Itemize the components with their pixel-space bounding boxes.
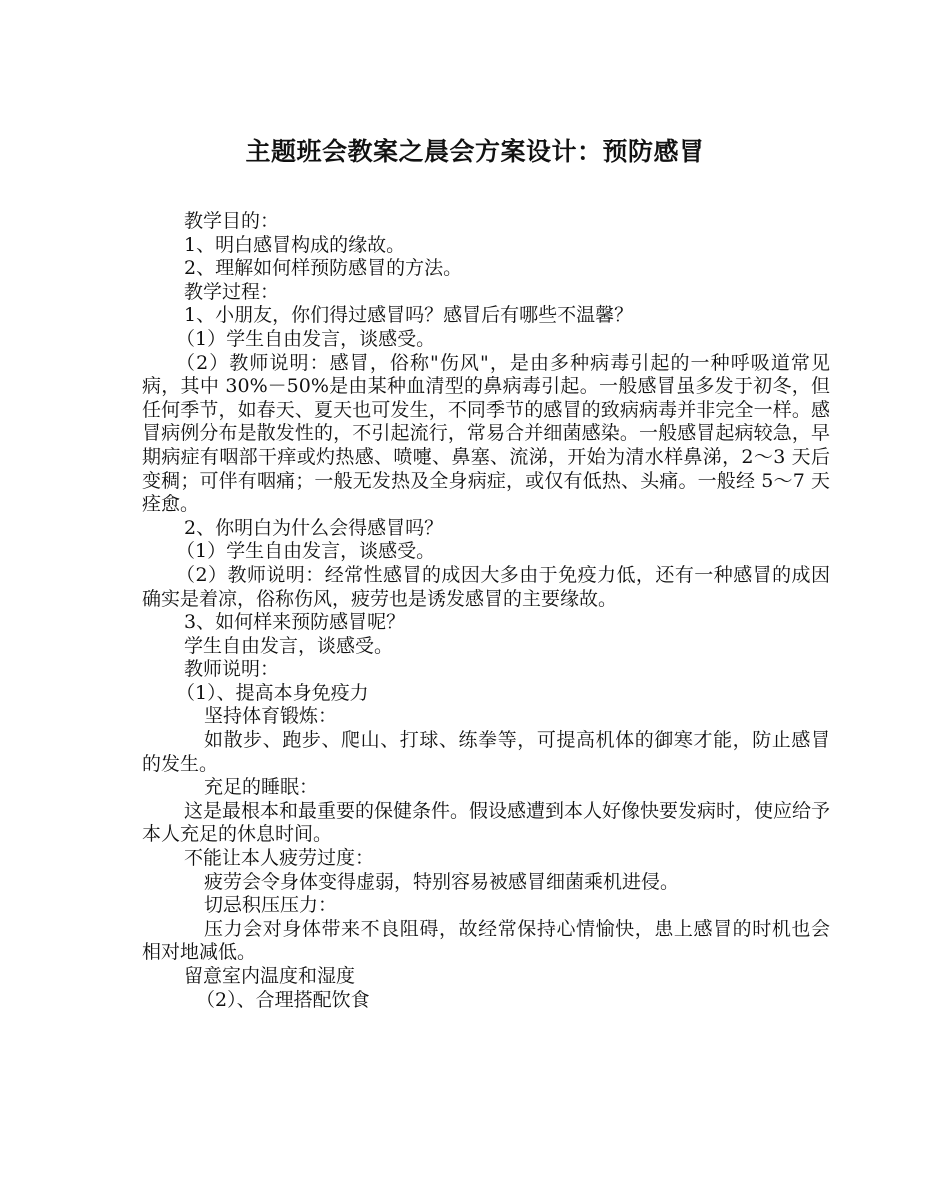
paragraph-goal-1: 1、明白感冒构成的缘故。	[184, 233, 406, 256]
document-title: 主题班会教案之晨会方案设计：预防感冒	[245, 137, 705, 166]
paragraph-exercise-text: 如散步、跑步、爬山、打球、练拳等，可提高机体的御寒才能，防止感冒的发生。	[142, 729, 830, 775]
paragraph-step-1-teacher: （2）教师说明：感冒，俗称"伤风"，是由多种病毒引起的一种呼吸道常见病，其中 30%－50%是由某种血清型的鼻病毒引起。一般感冒虽多发于初冬，但任何季节，如春天、夏天也可发生，不同季节的感冒的致病病毒并非完全一样。感冒病例分布是散发性的，不引起流行，常易合并细菌感染。一般感冒起病较急，早期病症有咽部干痒或灼热感、喷嚏、鼻塞、流涕，开始为清水样鼻涕，2～3 天后变稠；可伴有咽痛；一般无发热及全身病症，或仅有低热、头痛。一般经 5～7 天痊愈。	[142, 351, 830, 516]
paragraph-process-heading: 教学过程：	[184, 280, 280, 303]
paragraph-step-3: 3、如何样来预防感冒呢？	[184, 611, 406, 634]
paragraph-teaching-goal-heading: 教学目的：	[184, 210, 280, 232]
paragraph-goal-2: 2、理解如何样预防感冒的方法。	[184, 257, 463, 280]
paragraph-step-1: 1、小朋友，你们得过感冒吗？感冒后有哪些不温馨？	[184, 304, 634, 327]
paragraph-step-3-teacher: 教师说明：	[184, 658, 280, 681]
paragraph-immunity-heading: （1）、提高本身免疫力	[176, 681, 369, 704]
paragraph-diet-heading: （2）、合理搭配饮食	[196, 988, 370, 1011]
paragraph-fatigue-text: 疲劳会令身体变得虚弱，特别容易被感冒细菌乘机进侵。	[204, 870, 680, 893]
paragraph-step-1-student: （1）学生自由发言，谈感受。	[176, 327, 436, 350]
paragraph-fatigue-heading: 不能让本人疲劳过度：	[184, 847, 375, 870]
paragraph-step-2-student: （1）学生自由发言，谈感受。	[176, 540, 436, 563]
paragraph-step-2: 2、你明白为什么会得感冒吗？	[184, 516, 444, 539]
paragraph-step-3-student: 学生自由发言，谈感受。	[184, 634, 394, 657]
paragraph-sleep-heading: 充足的睡眠：	[204, 776, 319, 799]
paragraph-step-2-teacher: （2）教师说明：经常性感冒的成因大多由于免疫力低，还有一种感冒的成因确实是着凉，俗称伤风，疲劳也是诱发感冒的主要缘故。	[142, 563, 830, 610]
paragraph-pressure-text: 压力会对身体带来不良阻碍，故经常保持心情愉快，患上感冒的时机也会相对地减低。	[142, 917, 830, 964]
paragraph-pressure-heading: 切忌积压压力：	[204, 894, 338, 917]
document-body	[142, 210, 830, 1012]
paragraph-exercise-heading: 坚持体育锻炼：	[204, 705, 338, 728]
paragraph-room-climate: 留意室内温度和湿度	[184, 965, 356, 987]
paragraph-sleep-text: 这是最根本和最重要的保健条件。假设感遭到本人好像快要发病时，使应给予本人充足的休息时间。	[142, 799, 831, 846]
